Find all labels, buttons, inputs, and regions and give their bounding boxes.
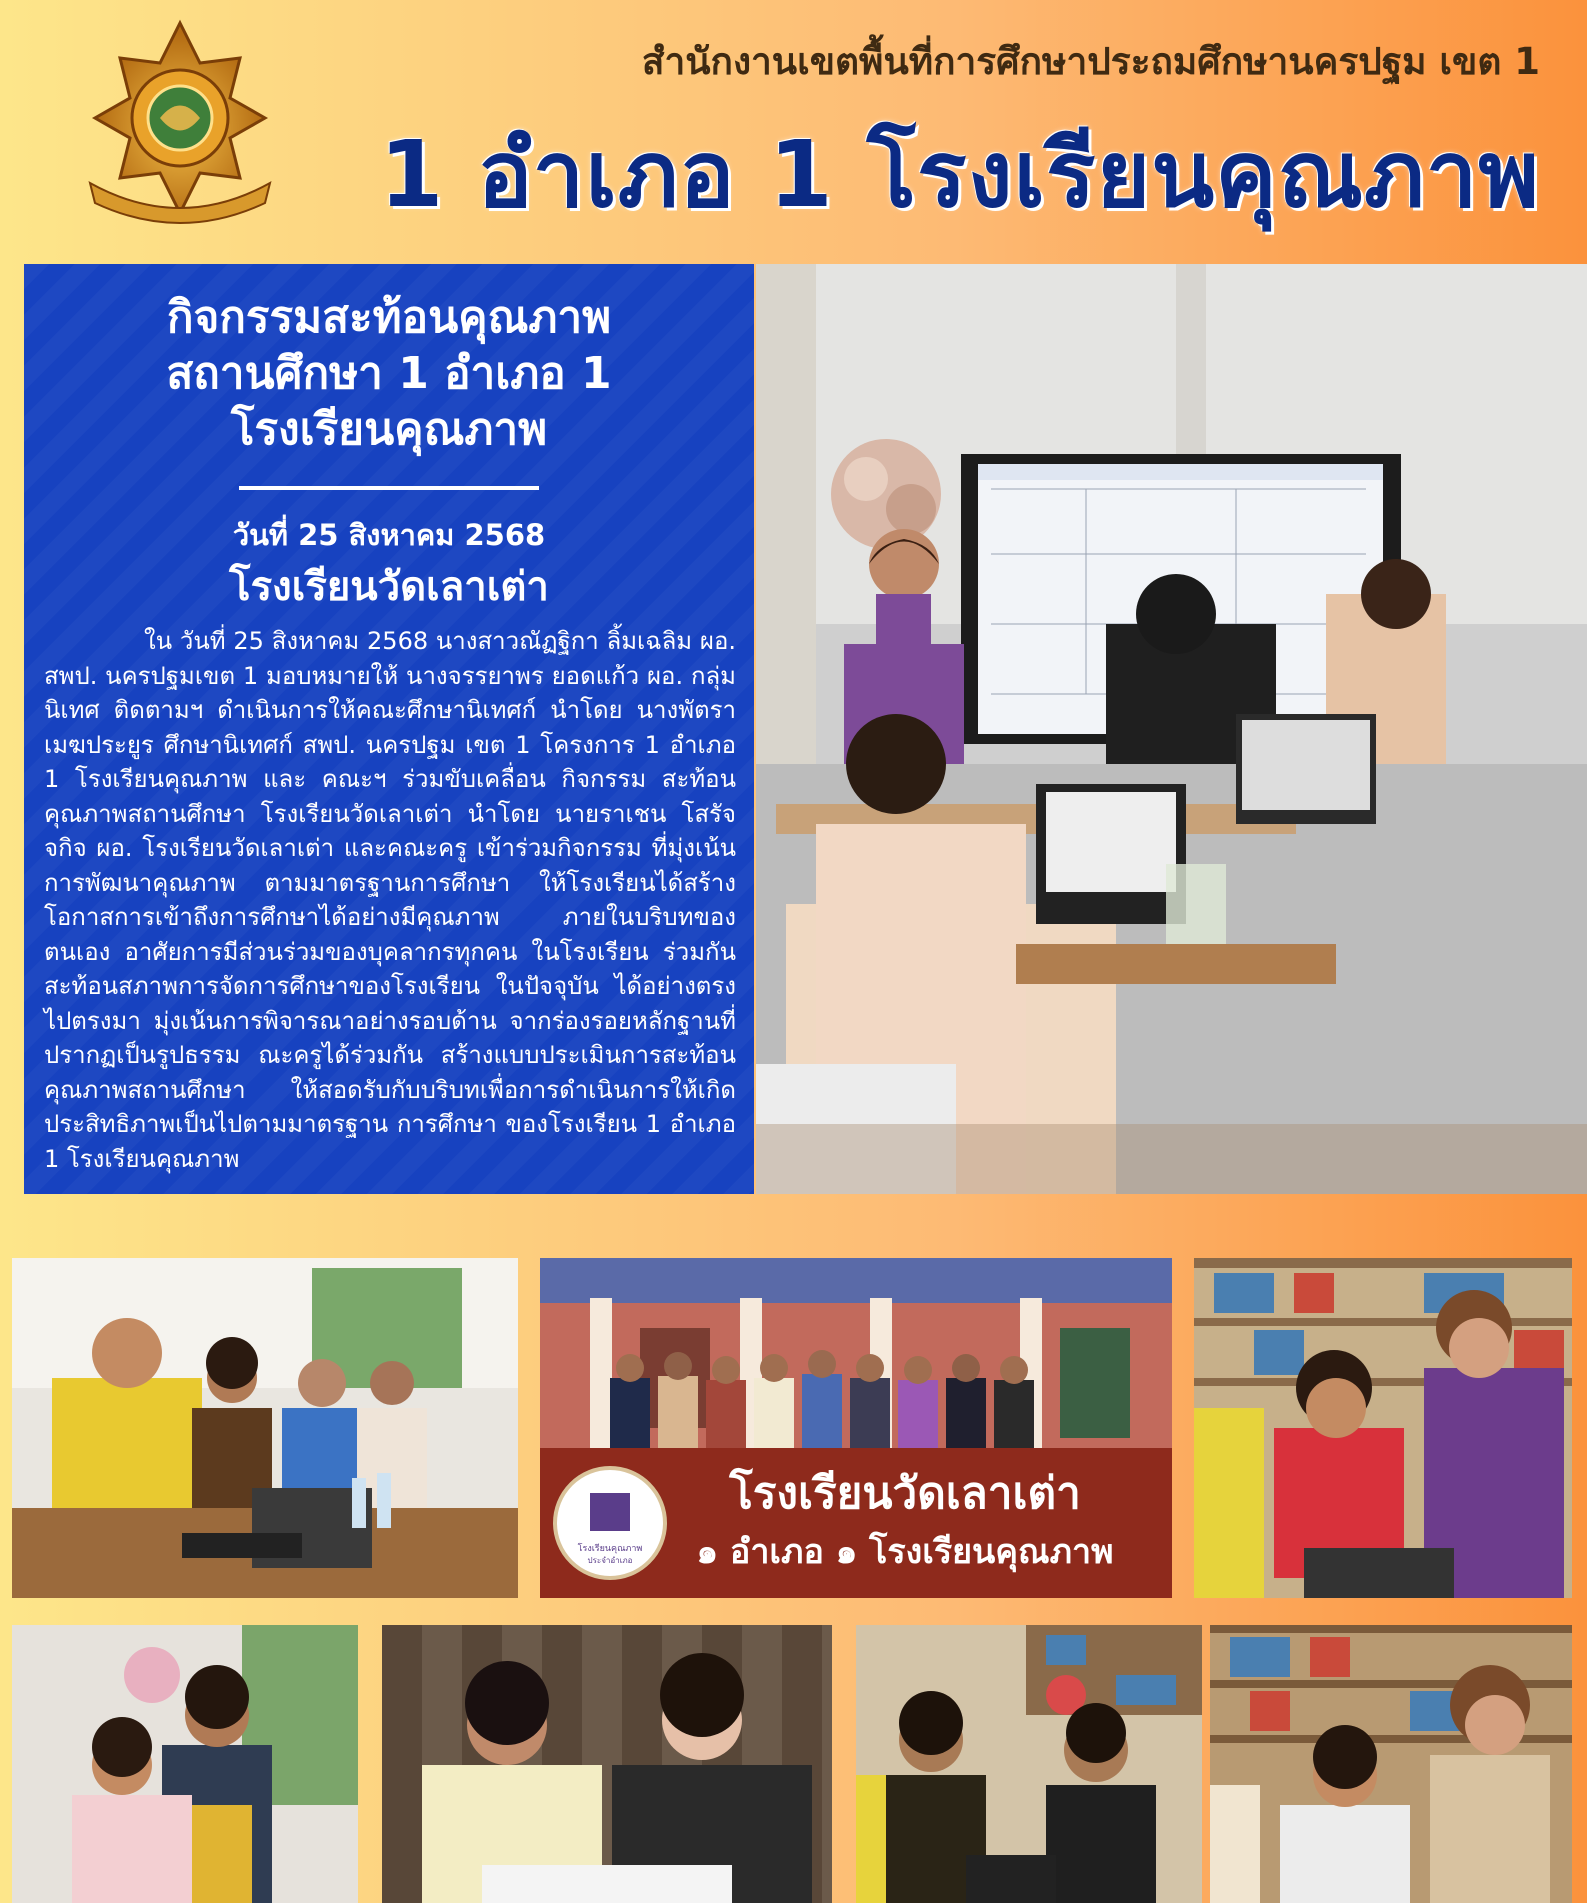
title-divider	[239, 486, 539, 490]
article-panel	[24, 264, 754, 1194]
header	[0, 0, 1587, 262]
photo-two-teachers-writing	[382, 1625, 832, 1903]
photo-group-school-sign	[540, 1258, 1172, 1598]
sign-line-1: โรงเรียนวัดเลาเต่า	[729, 1468, 1081, 1519]
badge-subtext: ประจำอำเภอ	[587, 1556, 633, 1565]
badge-text: โรงเรียนคุณภาพ	[577, 1544, 643, 1554]
office-logo	[80, 18, 280, 228]
panel-title-line: กิจกรรมสะท้อนคุณภาพ	[166, 292, 612, 343]
event-date: วันที่ 25 สิงหาคม 2568	[232, 518, 546, 552]
photo-teachers-laptops	[856, 1625, 1202, 1903]
photo-library-teachers	[1210, 1625, 1572, 1903]
photo-teachers-meeting	[12, 1258, 518, 1598]
photo-library-coaching	[1194, 1258, 1572, 1598]
panel-title-line: สถานศึกษา 1 อำเภอ 1	[166, 348, 612, 399]
main-photo-presentation	[756, 264, 1587, 1194]
main-title: 1 อำเภอ 1 โรงเรียนคุณภาพ	[379, 121, 1540, 228]
org-name: สำนักงานเขตพื้นที่การศึกษาประถมศึกษานครปฐม เขต 1	[641, 40, 1540, 83]
article-body: ใน วันที่ 25 สิงหาคม 2568 นางสาวณัฏฐิกา ลิ้มเฉลิม ผอ. สพป. นครปฐมเขต 1 มอบหมายให้ นางจรรยาพร ยอดแก้ว ผอ. กลุ่มนิเทศ ติดตามฯ ดำเนินการให้คณะศึกษานิเทศก์ นำโดย นางพัตรา เมฆประยูร ศึกษานิเทศก์ สพป. นครปฐม เขต 1 โครงการ 1 อำเภอ 1 โรงเรียนคุณภาพ และ คณะฯ ร่วมขับเคลื่อน กิจกรรม สะท้อนคุณภาพสถานศึกษา โรงเรียนวัดเลาเต่า นำโดย นายราเชน โสรัจจกิจ ผอ. โรงเรียนวัดเลาเต่า และคณะครู เข้าร่วมกิจกรรม ที่มุ่งเน้น การพัฒนาคุณภาพ ตามมาตรฐานการศึกษา ให้โรงเรียนได้สร้างโอกาสการเข้าถึงการศึกษาได้อย่างมีคุณภาพ ภายในบริบทของตนเอง อาศัยการมีส่วนร่วมของบุคลากรทุกคน ในโรงเรียน ร่วมกัน สะท้อนสภาพการจัดการศึกษาของโรงเรียน ในปัจจุบัน ได้อย่างตรงไปตรงมา มุ่งเน้นการพิจารณาอย่างรอบด้าน จากร่องรอยหลักฐานที่ปรากฏเป็นรูปธรรม ณะครูได้ร่วมกัน สร้างแบบประเมินการสะท้อนคุณภาพสถานศึกษา ให้สอดรับกับบริบทเพื่อการดำเนินการให้เกิดประสิทธิภาพเป็นไปตามมาตรฐาน การศึกษา ของโรงเรียน 1 อำเภอ 1 โรงเรียนคุณภาพ	[44, 627, 736, 1173]
panel-title-line: โรงเรียนคุณภาพ	[230, 404, 548, 455]
sign-line-2: ๑ อำเภอ ๑ โรงเรียนคุณภาพ	[696, 1532, 1114, 1572]
panel-title	[24, 290, 754, 458]
photo-teacher-review	[12, 1625, 358, 1903]
school-name: โรงเรียนวัดเลาเต่า	[229, 564, 549, 610]
